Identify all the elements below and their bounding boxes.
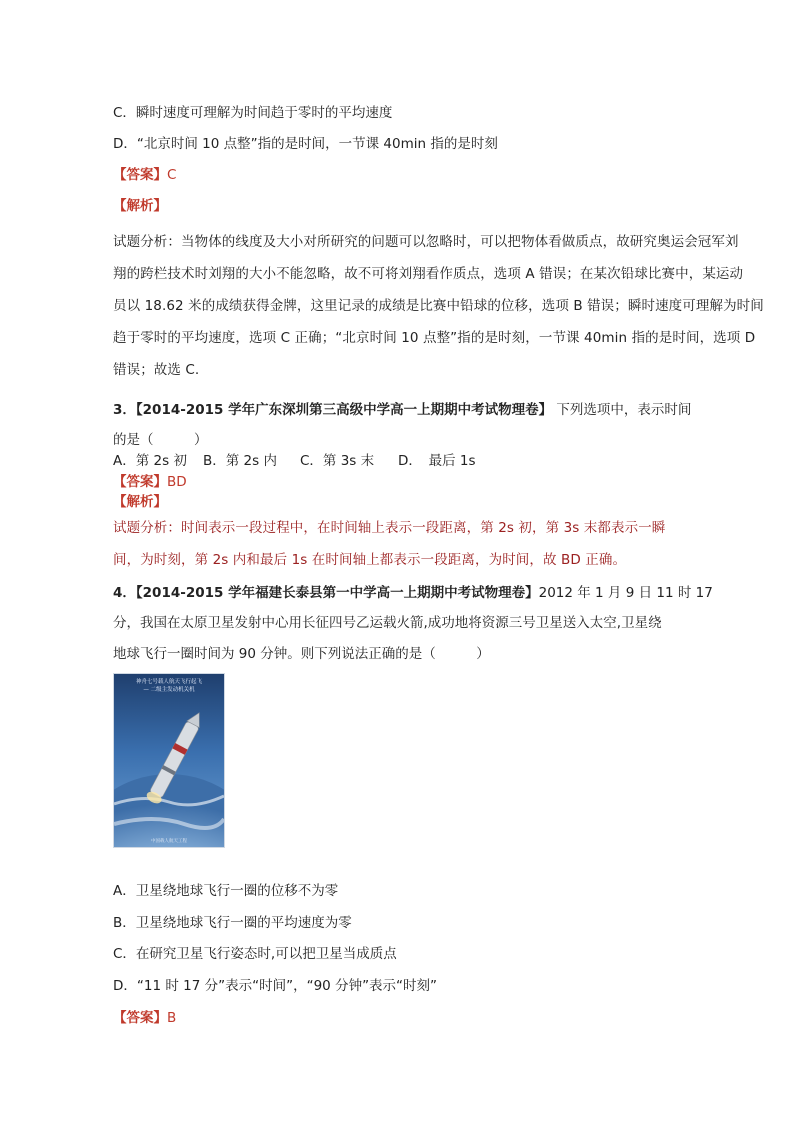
q2-analysis-label: 【解析】 <box>113 198 167 214</box>
q3-option-b: B．第 2s 内 <box>203 453 277 469</box>
q3-option-c: C．第 3s 末 <box>300 453 375 469</box>
q3-analysis-line: 试题分析：时间表示一段过程中，在时间轴上表示一段距离，第 2s 初，第 3s 末都表示一瞬 <box>113 520 666 536</box>
figure-caption <box>114 678 224 694</box>
q3-answer <box>113 472 763 492</box>
rocket-illustration <box>114 674 224 847</box>
q3-stem-text: 下列选项中，表示时间 <box>556 402 692 418</box>
q2-answer <box>113 165 763 185</box>
q2-analysis-line: 试题分析：当物体的线度及大小对所研究的问题可以忽略时，可以把物体看做质点，故研究奥运会冠军刘 <box>113 234 739 250</box>
q3-stem-cont: 的是（ ） <box>113 432 208 448</box>
q4-stem-cont: 分，我国在太原卫星发射中心用长征四号乙运载火箭,成功地将资源三号卫星送入太空,卫星绕 <box>113 615 662 631</box>
answer-label: 【答案】 <box>113 474 167 490</box>
figure-caption-line: — 二级主发动机关机 <box>143 687 195 693</box>
q4-number: 4． <box>113 585 136 601</box>
q3-stem <box>113 400 763 420</box>
q2-analysis-line: 趋于零时的平均速度，选项 C 正确；“北京时间 10 点整”指的是时刻，一节课 40min 指的是时间，选项 D <box>113 330 756 346</box>
q4-option-b: B．卫星绕地球飞行一圈的平均速度为零 <box>113 915 352 931</box>
q2-option-c: C．瞬时速度可理解为时间趋于零时的平均速度 <box>113 105 393 121</box>
q4-stem-text: 2012 年 1 月 9 日 11 时 17 <box>538 585 713 601</box>
answer-label: 【答案】 <box>113 1010 167 1026</box>
figure-footer: 中国载人航天工程 <box>151 839 187 844</box>
q2-analysis-line: 翔的跨栏技术时刘翔的大小不能忽略，故不可将刘翔看作质点，选项 A 错误；在某次铅球比赛中，某运动 <box>113 266 744 282</box>
q4-stem <box>113 583 763 603</box>
q3-analysis-line: 间，为时刻，第 2s 内和最后 1s 在时间轴上都表示一段距离，为时间，故 BD 正确。 <box>113 552 627 568</box>
answer-value: BD <box>167 474 187 490</box>
q4-answer <box>113 1008 763 1028</box>
q4-option-a: A．卫星绕地球飞行一圈的位移不为零 <box>113 883 339 899</box>
q4-option-c: C．在研究卫星飞行姿态时,可以把卫星当成质点 <box>113 946 397 962</box>
q3-analysis-label: 【解析】 <box>113 494 167 510</box>
answer-value: C <box>167 167 177 183</box>
q3-number: 3． <box>113 402 136 418</box>
q2-analysis-line: 错误；故选 C. <box>113 362 200 378</box>
answer-value: B <box>167 1010 177 1026</box>
q2-option-d: D．“北京时间 10 点整”指的是时间，一节课 40min 指的是时刻 <box>113 136 498 152</box>
answer-label: 【答案】 <box>113 167 167 183</box>
q4-stem-cont: 地球飞行一圈时间为 90 分钟。则下列说法正确的是（ ） <box>113 646 490 662</box>
rocket-photo <box>113 673 225 848</box>
q2-analysis-line: 员以 18.62 米的成绩获得金牌，这里记录的成绩是比赛中铅球的位移，选项 B 错误；瞬时速度可理解为时间 <box>113 298 764 314</box>
q3-source: 【2014-2015 学年广东深圳第三高级中学高一上期期中考试物理卷】 <box>135 402 553 418</box>
q3-option-d: D． 最后 1s <box>398 453 476 469</box>
q4-source: 【2014-2015 学年福建长泰县第一中学高一上期期中考试物理卷】 <box>135 585 539 601</box>
figure-caption-line: 神舟七号载人航天飞行起飞 <box>135 679 202 685</box>
q3-option-a: A．第 2s 初 <box>113 453 187 469</box>
q4-option-d: D．“11 时 17 分”表示“时间”，“90 分钟”表示“时刻” <box>113 978 438 994</box>
